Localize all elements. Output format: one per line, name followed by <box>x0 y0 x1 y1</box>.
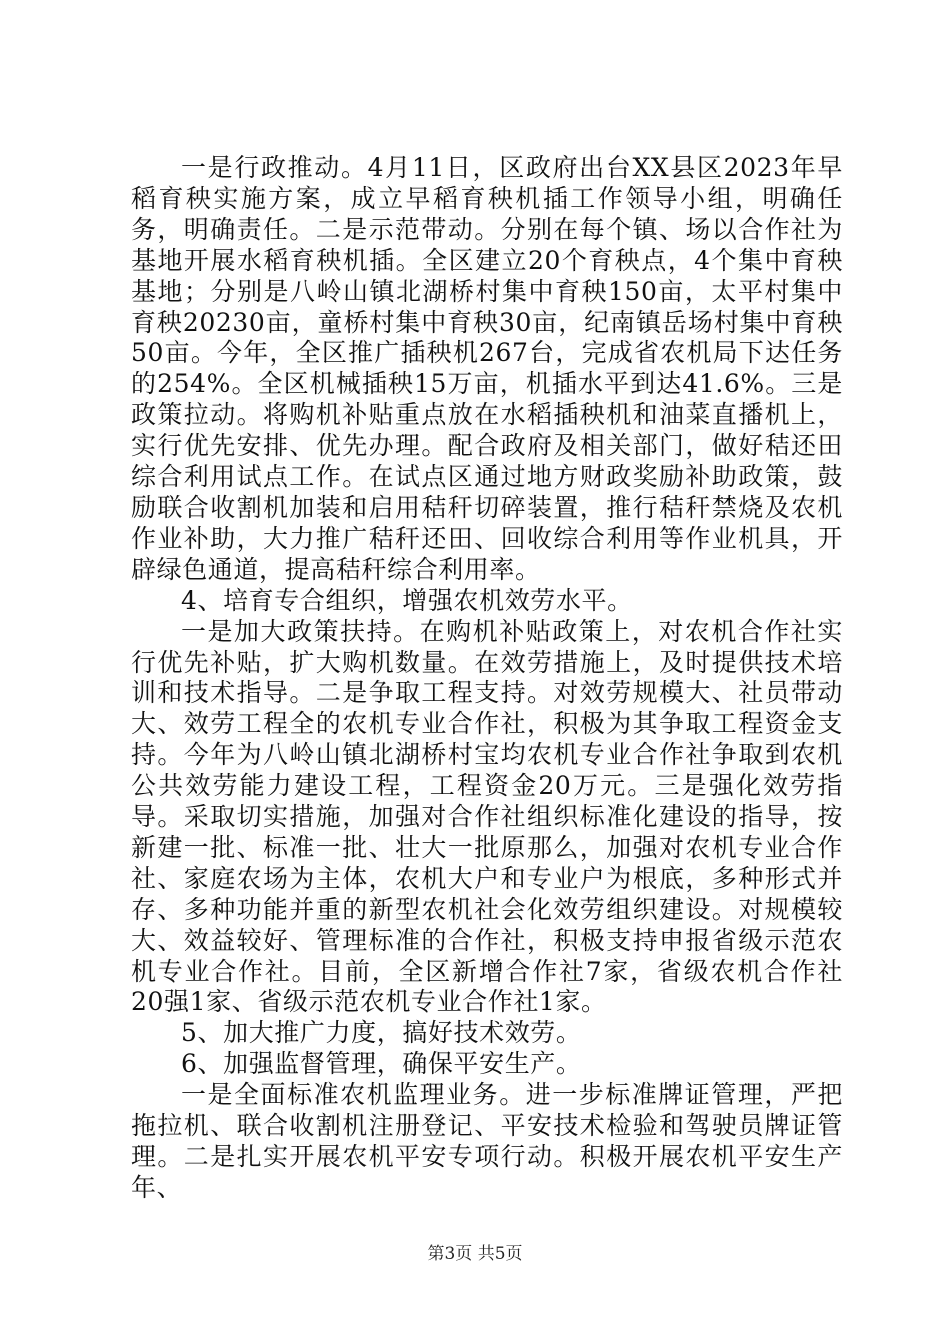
paragraph-heading-5: 5、加大推广力度，搞好技术效劳。 <box>181 1018 582 1048</box>
paragraph-policy-measures: 一是行政推动。4月11日，区政府出台XX县区2023年早稻育秧实施方案，成立早稻育秧机插工作领导小组，明确任务，明确责任。二是示范带动。分别在每个镇、场以合作社为基地开展水稻育秧机插。全区建立20个育秧点，4个集中育秧基地；分别是八岭山镇北湖桥村集中育秧150亩，太平村集中育秧20230亩，童桥村集中育秧30亩，纪南镇岳场村集中育秧50亩。今年，全区推广插秧机267台，完成省农机局下达任务的254%。全区机械插秧15万亩，机插水平到达41.6%。三是政策拉动。将购机补贴重点放在水稻插秧机和油菜直播机上，实行优先安排、优先办理。配合政府及相关部门，做好秸还田综合利用试点工作。在试点区通过地方财政奖励补助政策，鼓励联合收割机加装和启用秸秆切碎装置，推行秸秆禁烧及农机作业补助，大力推广秸秆还田、回收综合利用等作业机具，开辟绿色通道，提高秸秆综合利用率。 <box>131 153 843 584</box>
paragraph-cooperative-support: 一是加大政策扶持。在购机补贴政策上，对农机合作社实行优先补贴，扩大购机数量。在效劳措施上，及时提供技术培训和技术指导。二是争取工程支持。对效劳规模大、社员带动大、效劳工程全的农机专业合作社，积极为其争取工程资金支持。今年为八岭山镇北湖桥村宝均农机专业合作社争取到农机公共效劳能力建设工程，工程资金20万元。三是强化效劳指导。采取切实措施，加强对合作社组织标准化建设的指导，按新建一批、标准一批、壮大一批原那么，加强对农机专业合作社、家庭农场为主体，农机大户和专业户为根底，多种形式并存、多种功能并重的新型农机社会化效劳组织建设。对规模较大、效益较好、管理标准的合作社，积极支持申报省级示范农机专业合作社。目前，全区新增合作社7家，省级农机合作社20强1家、省级示范农机专业合作社1家。 <box>131 616 843 1017</box>
document-body <box>131 153 843 1204</box>
page-footer: 第3页 共5页 <box>427 1244 523 1264</box>
paragraph-heading-4: 4、培育专合组织，增强农机效劳水平。 <box>181 585 633 615</box>
paragraph-heading-6: 6、加强监督管理，确保平安生产。 <box>181 1049 582 1079</box>
paragraph-supervision: 一是全面标准农机监理业务。进一步标准牌证管理，严把拖拉机、联合收割机注册登记、平安技术检验和驾驶员牌证管理。二是扎实开展农机平安专项行动。积极开展农机平安生产年、 <box>131 1080 843 1202</box>
